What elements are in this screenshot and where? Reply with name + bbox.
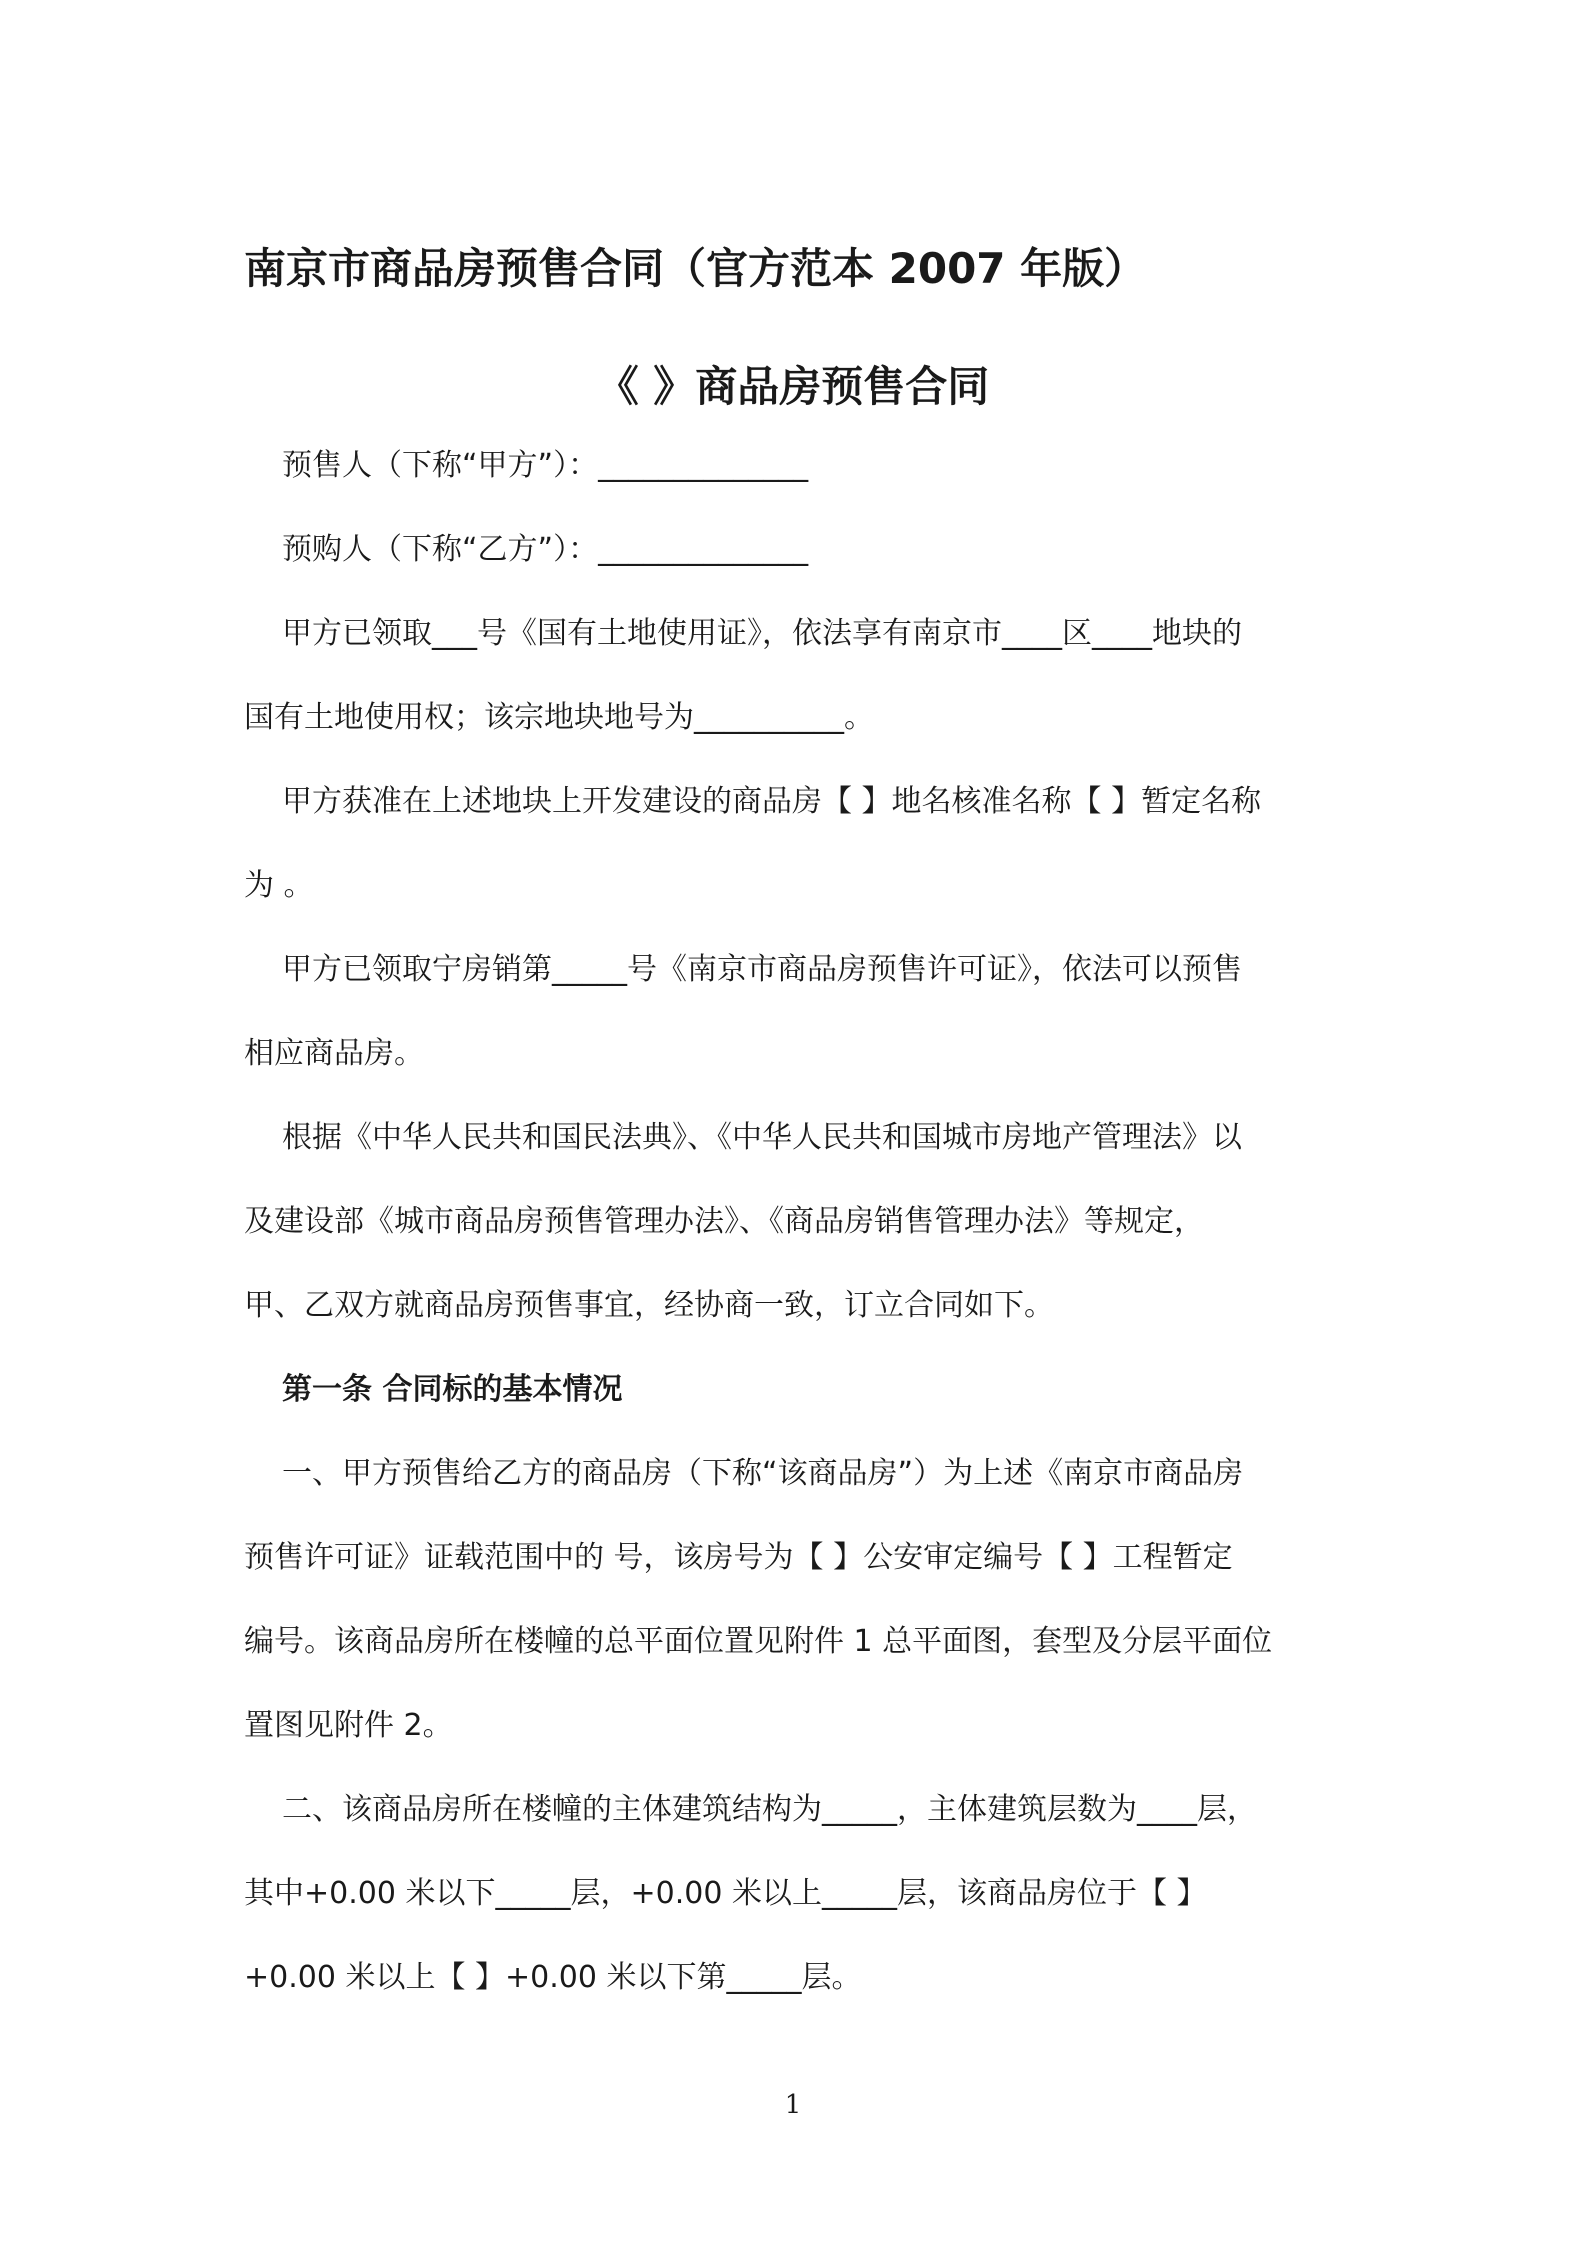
paragraph-line: 二、该商品房所在楼幢的主体建筑结构为_____，主体建筑层数为____层，	[282, 1792, 1257, 1827]
paragraph-line: 预售许可证》证载范围中的 号，该房号为【 】公安审定编号【 】工程暂定	[244, 1540, 1233, 1575]
paragraph-line: 相应商品房。	[244, 1036, 424, 1071]
paragraph-line: 编号。该商品房所在楼幢的总平面位置见附件 1 总平面图，套型及分层平面位	[244, 1624, 1273, 1659]
paragraph-line: 甲、乙双方就商品房预售事宜，经协商一致，订立合同如下。	[244, 1288, 1054, 1323]
paragraph-line: 甲方已领取___号《国有土地使用证》，依法享有南京市____区____地块的	[282, 616, 1242, 651]
document-title: 南京市商品房预售合同（官方范本 2007 年版）	[244, 244, 1147, 293]
paragraph-line: 一、甲方预售给乙方的商品房（下称“该商品房”）为上述《南京市商品房	[282, 1456, 1244, 1491]
buyer-line: 预购人（下称“乙方”）：______________	[282, 532, 809, 567]
paragraph-line: 及建设部《城市商品房预售管理办法》、《商品房销售管理办法》等规定，	[244, 1204, 1204, 1239]
paragraph-line: 为 。	[244, 868, 314, 903]
paragraph-line: 根据《中华人民共和国民法典》、《中华人民共和国城市房地产管理法》以	[282, 1120, 1242, 1155]
paragraph-line: 置图见附件 2。	[244, 1708, 453, 1743]
paragraph-line: 其中+0.00 米以下_____层，+0.00 米以上_____层，该商品房位于【 】	[244, 1876, 1207, 1911]
paragraph-line: 甲方获准在上述地块上开发建设的商品房【 】地名核准名称【 】暂定名称	[282, 784, 1262, 819]
page-number: 1	[784, 2090, 802, 2120]
contract-title: 《 》商品房预售合同	[596, 362, 990, 411]
paragraph-line: +0.00 米以上【 】+0.00 米以下第_____层。	[244, 1960, 862, 1995]
paragraph-line: 国有土地使用权；该宗地块地号为__________。	[244, 700, 874, 735]
paragraph-line: 甲方已领取宁房销第_____号《南京市商品房预售许可证》，依法可以预售	[282, 952, 1242, 987]
seller-line: 预售人（下称“甲方”）：______________	[282, 448, 809, 483]
article-heading: 第一条 合同标的基本情况	[282, 1372, 623, 1407]
